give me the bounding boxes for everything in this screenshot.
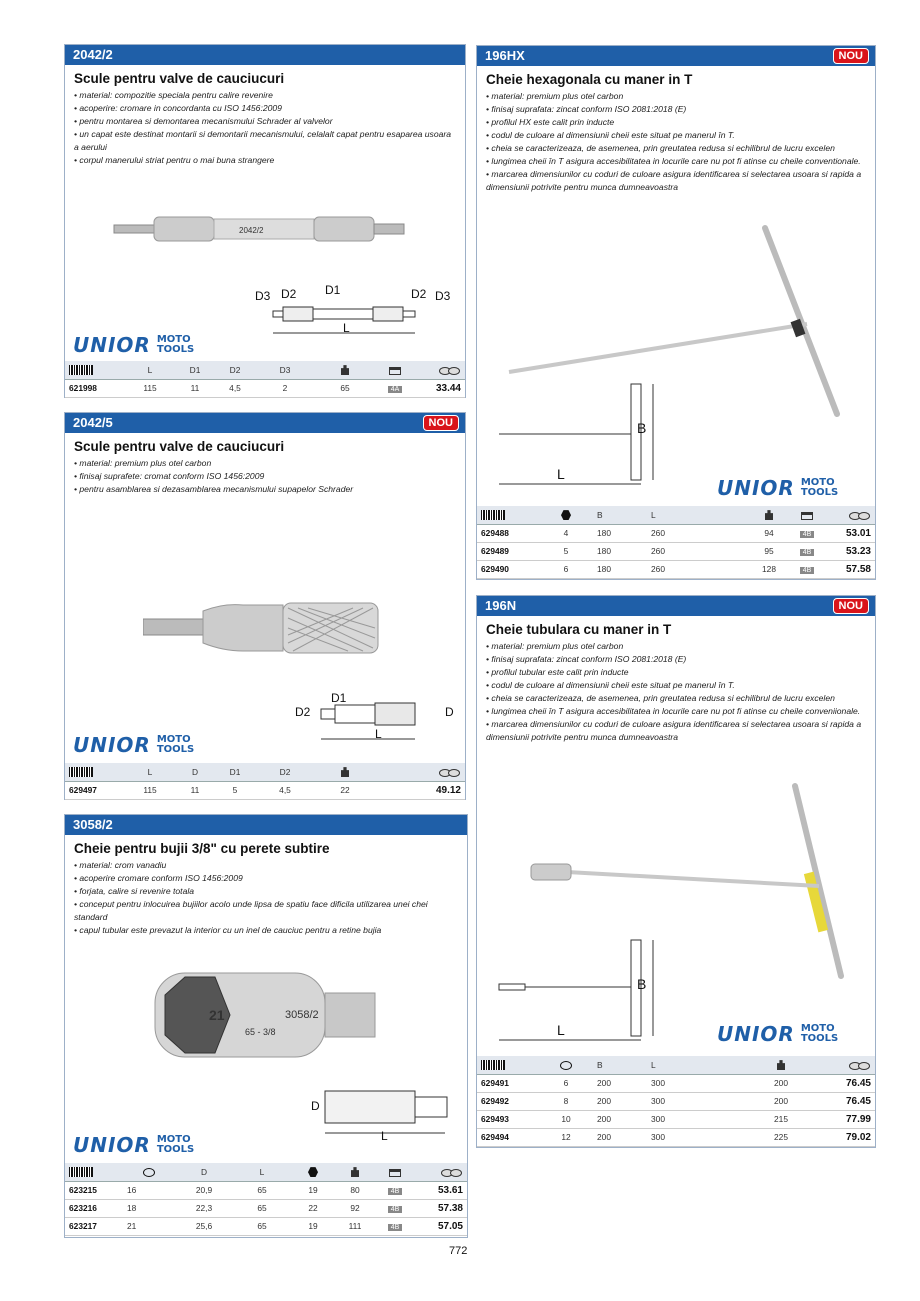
valve-tool-image (109, 205, 429, 255)
feature-item: • conceput pentru inlocuirea bujiilor acolo unde lipsa de spatiu face dificila utilizarea unei chei standard (74, 898, 459, 924)
package-badge: 4B (800, 567, 815, 574)
cell-value: 260 (647, 542, 751, 560)
cell-value: 11 (175, 379, 215, 397)
brand-sub: MOTO (800, 1023, 835, 1034)
brand-sub: MOTO (800, 477, 835, 488)
feature-item: • codul de culoare al dimensiunii cheii este situat pe manerul în T. (486, 129, 867, 142)
cell-value: 180 (593, 560, 647, 578)
product-title: Scule pentru valve de cauciucuri (74, 71, 285, 86)
product-code: 629490 (477, 560, 539, 578)
col-header: L (647, 506, 751, 524)
dim-label-d: D (311, 1099, 320, 1113)
table-row (65, 1181, 467, 1199)
cell-value: 200 (751, 1092, 811, 1110)
product-title: Cheie tubulara cu maner in T (486, 622, 672, 637)
price: 53.61 (415, 1181, 467, 1199)
feature-item: • un capat este destinat montarii si demontarii mecanismului, celalalt capat pentru esaparea usoara a aerului (74, 128, 457, 154)
col-header: D2 (255, 763, 315, 781)
unior-logo (717, 476, 838, 500)
col-header: D1 (215, 763, 255, 781)
col-header: L (125, 763, 175, 781)
price: 57.58 (827, 560, 875, 578)
dimension-drawing (255, 285, 460, 345)
feature-item: • acoperire cromare conform ISO 1456:2009 (74, 872, 459, 885)
dim-label-l: L (557, 1022, 565, 1038)
dimension-drawing (305, 1083, 455, 1143)
new-badge: NOU (833, 598, 869, 614)
col-header: D2 (215, 361, 255, 379)
weight-icon (351, 1167, 359, 1177)
product-table (477, 1056, 875, 1147)
product-title: Cheie hexagonala cu maner in T (486, 72, 693, 87)
price: 77.99 (811, 1110, 875, 1128)
product-code: 623215 (65, 1181, 123, 1199)
product-code: 629497 (65, 781, 125, 799)
table-row (477, 1128, 875, 1146)
dim-label-d: D (445, 705, 454, 719)
product-code: 629489 (477, 542, 539, 560)
cell-value: 4,5 (255, 781, 315, 799)
feature-item: • marcarea dimensiunilor cu coduri de culoare asigura identificarea si selectarea usoara si rapida a dimensiunii potrivite pentru munca dumneavoastra (486, 718, 867, 744)
product-card-3058-2 (64, 814, 468, 1238)
cell-value: 300 (647, 1092, 751, 1110)
new-badge: NOU (833, 48, 869, 64)
brand-sub: TOOLS (800, 1033, 839, 1044)
col-header: L (647, 1056, 751, 1074)
table-row (477, 1074, 875, 1092)
table-row (65, 781, 465, 799)
product-title: Cheie pentru bujii 3/8" cu perete subtire (74, 841, 330, 856)
package-badge: 4B (388, 1224, 403, 1231)
cell-value: 16 (123, 1181, 175, 1199)
barcode-icon (481, 1060, 505, 1070)
cell-value: 19 (291, 1217, 335, 1235)
unior-logo (73, 333, 194, 357)
brand-name: UNIOR (73, 1133, 151, 1157)
price-icon (849, 1060, 871, 1070)
hex-icon (561, 510, 571, 520)
dim-label-d2: D2 (295, 705, 311, 719)
cell-value: 260 (647, 560, 751, 578)
page-number: 772 (449, 1245, 468, 1257)
price: 53.23 (827, 542, 875, 560)
feature-list (74, 89, 457, 167)
price-icon (439, 365, 461, 375)
feature-item: • profilul HX este calit prin inducte (486, 116, 867, 129)
product-table (65, 763, 465, 800)
cell-value: 180 (593, 524, 647, 542)
product-code-header (477, 46, 875, 66)
feature-item: • pentru montarea si demontarea mecanismului Schrader al valvelor (74, 115, 457, 128)
product-code: 629494 (477, 1128, 539, 1146)
brand-sub: TOOLS (800, 487, 839, 498)
feature-item: • lungimea cheii în T asigura accesibilitatea in locurile care nu pot fi atinse cu cheile conveniionale. (486, 705, 867, 718)
cell-value: 200 (751, 1074, 811, 1092)
feature-item: • material: premium plus otel carbon (74, 457, 457, 470)
brand-name: UNIOR (717, 1022, 795, 1046)
brand-sub: TOOLS (156, 744, 195, 755)
price: 49.12 (375, 781, 465, 799)
hex-icon (308, 1167, 318, 1177)
cell-value: 200 (593, 1074, 647, 1092)
table-row (477, 524, 875, 542)
col-header: B (593, 1056, 647, 1074)
cell-value: 260 (647, 524, 751, 542)
price: 79.02 (811, 1128, 875, 1146)
cell-value: 2 (255, 379, 315, 397)
cell-value: 22 (315, 781, 375, 799)
product-code: 629488 (477, 524, 539, 542)
dim-label-d3: D3 (255, 289, 271, 303)
dim-label-d3: D3 (435, 289, 451, 303)
cell-value: 18 (123, 1199, 175, 1217)
feature-item: • material: premium plus otel carbon (486, 90, 867, 103)
cell-value: 6 (539, 560, 593, 578)
price: 57.38 (415, 1199, 467, 1217)
unior-logo (73, 1133, 194, 1157)
feature-item: • finisaj suprafata: zincat conform ISO 2081:2018 (E) (486, 103, 867, 116)
brand-sub: TOOLS (156, 1144, 195, 1155)
dim-label-b: B (637, 420, 647, 436)
brand-name: UNIOR (73, 733, 151, 757)
dim-label-b: B (637, 976, 647, 992)
product-code: 629492 (477, 1092, 539, 1110)
product-card-2042-5 (64, 412, 466, 800)
dim-label-d2: D2 (411, 287, 427, 301)
feature-item: • material: premium plus otel carbon (486, 640, 867, 653)
unior-logo (73, 733, 194, 757)
package-icon (389, 367, 401, 375)
cell-value: 300 (647, 1074, 751, 1092)
cell-value: 10 (539, 1110, 593, 1128)
feature-item: • cheia se caracterizeaza, de asemenea, prin greutatea redusa si echilibrul de lucru excelen (486, 692, 867, 705)
feature-item: • material: compozitie speciala pentru calire revenire (74, 89, 457, 102)
cell-value: 65 (233, 1217, 291, 1235)
package-badge: 4B (800, 531, 815, 538)
feature-item: • capul tubular este prevazut la interior cu un inel de cauciuc pentru a retine bujia (74, 924, 459, 937)
cell-value: 22 (291, 1199, 335, 1217)
table-row (477, 560, 875, 578)
engraving-spec: 65 - 3/8 (245, 1027, 276, 1037)
feature-list (486, 90, 867, 194)
price-icon (441, 1167, 463, 1177)
product-code: 623216 (65, 1199, 123, 1217)
feature-item: • pentru asamblarea si dezasamblarea mecanismului supapelor Schrader (74, 483, 457, 496)
dimension-drawing (491, 936, 661, 1046)
feature-item: • finisaj suprafete: cromat conform ISO 1456:2009 (74, 470, 457, 483)
feature-list (74, 859, 459, 937)
feature-list (486, 640, 867, 744)
dim-label-l: L (557, 466, 565, 482)
cell-value: 80 (335, 1181, 375, 1199)
col-header: D (175, 1163, 233, 1181)
cell-value: 111 (335, 1217, 375, 1235)
brand-sub: MOTO (156, 1134, 191, 1145)
package-badge: 4B (388, 1188, 403, 1195)
product-code: 629493 (477, 1110, 539, 1128)
weight-icon (341, 365, 349, 375)
col-header: D1 (175, 361, 215, 379)
cell-value: 4 (539, 524, 593, 542)
product-table (477, 506, 875, 579)
feature-item: • codul de culoare al dimensiunii cheii este situat pe manerul în T. (486, 679, 867, 692)
product-card-196n (476, 595, 876, 1148)
cell-value: 225 (751, 1128, 811, 1146)
cell-value: 115 (125, 379, 175, 397)
col-header: L (125, 361, 175, 379)
col-header: D (175, 763, 215, 781)
product-card-2042-2 (64, 44, 466, 398)
cell-value: 300 (647, 1110, 751, 1128)
feature-item: • cheia se caracterizeaza, de asemenea, prin greutatea redusa si echilibrul de lucru excelen (486, 142, 867, 155)
cell-value: 4,5 (215, 379, 255, 397)
product-title: Scule pentru valve de cauciucuri (74, 439, 285, 454)
price: 76.45 (811, 1092, 875, 1110)
engraving-text: 2042/2 (239, 226, 264, 235)
product-code: 196N (485, 598, 517, 613)
barcode-icon (69, 767, 93, 777)
cell-value: 22,3 (175, 1199, 233, 1217)
barcode-icon (69, 1167, 93, 1177)
unior-logo (717, 1022, 838, 1046)
spark-plug-socket-image (145, 965, 385, 1065)
cell-value: 6 (539, 1074, 593, 1092)
cell-value: 200 (593, 1110, 647, 1128)
brand-sub: TOOLS (156, 344, 195, 355)
engraving-name: 3058/2 (285, 1009, 319, 1021)
dimension-drawing (491, 380, 661, 490)
weight-icon (765, 510, 773, 520)
brand-name: UNIOR (717, 476, 795, 500)
weight-icon (777, 1060, 785, 1070)
product-table (65, 361, 465, 398)
cell-value: 215 (751, 1110, 811, 1128)
cell-value: 95 (751, 542, 787, 560)
feature-item: • profilul tubular este calit prin inducte (486, 666, 867, 679)
table-row (477, 1092, 875, 1110)
cell-value: 5 (215, 781, 255, 799)
table-row (477, 542, 875, 560)
cell-value: 5 (539, 542, 593, 560)
cell-value: 65 (233, 1199, 291, 1217)
product-code: 196HX (485, 48, 525, 63)
product-card-196hx (476, 45, 876, 580)
price: 53.01 (827, 524, 875, 542)
table-row (65, 379, 465, 397)
feature-item: • material: crom vanadiu (74, 859, 459, 872)
price-icon (439, 767, 461, 777)
cell-value: 21 (123, 1217, 175, 1235)
cell-value: 200 (593, 1128, 647, 1146)
barcode-icon (481, 510, 505, 520)
col-header: D3 (255, 361, 315, 379)
feature-item: • acoperire: cromare in concordanta cu ISO 1456:2009 (74, 102, 457, 115)
dim-label-l: L (375, 727, 382, 741)
product-code: 623217 (65, 1217, 123, 1235)
brand-sub: MOTO (156, 334, 191, 345)
cell-value: 25,6 (175, 1217, 233, 1235)
feature-item: • lungimea cheii în T asigura accesibilitatea in locurile care nu pot fi atinse cu cheile conventionale. (486, 155, 867, 168)
cell-value: 115 (125, 781, 175, 799)
table-row (65, 1217, 467, 1235)
socket-size-icon (143, 1168, 155, 1177)
dim-label-d1: D1 (331, 691, 347, 705)
product-code: 621998 (65, 379, 125, 397)
cell-value: 128 (751, 560, 787, 578)
table-row (477, 1110, 875, 1128)
feature-item: • finisaj suprafata: zincat conform ISO 2081:2018 (E) (486, 653, 867, 666)
cell-value: 19 (291, 1181, 335, 1199)
product-code: 2042/5 (73, 415, 113, 430)
package-icon (389, 1169, 401, 1177)
product-code-header: 3058/2 (65, 815, 467, 835)
package-badge: 4A (388, 386, 403, 393)
cell-value: 12 (539, 1128, 593, 1146)
product-code: 629491 (477, 1074, 539, 1092)
price: 76.45 (811, 1074, 875, 1092)
dim-label-d2: D2 (281, 287, 297, 301)
cell-value: 65 (315, 379, 375, 397)
cell-value: 20,9 (175, 1181, 233, 1199)
dim-label-l: L (343, 321, 350, 335)
feature-item: • marcarea dimensiunilor cu coduri de culoare asigura identificarea si selectarea usoara si rapida a dimensiunii potrivite pentru munca dumneavoastra (486, 168, 867, 194)
cell-value: 200 (593, 1092, 647, 1110)
dimension-drawing (295, 693, 465, 753)
dim-label-d1: D1 (325, 283, 341, 297)
package-badge: 4B (800, 549, 815, 556)
product-code-header: 2042/2 (65, 45, 465, 65)
price: 57.05 (415, 1217, 467, 1235)
dim-label-l: L (381, 1129, 388, 1143)
feature-item: • forjata, calire si revenire totala (74, 885, 459, 898)
valve-tool-image (143, 593, 383, 663)
cell-value: 180 (593, 542, 647, 560)
feature-item: • corpul manerului striat pentru o mai buna strangere (74, 154, 457, 167)
product-table (65, 1163, 467, 1236)
product-code-header (65, 413, 465, 433)
brand-sub: MOTO (156, 734, 191, 745)
socket-size-icon (560, 1061, 572, 1070)
package-badge: 4B (388, 1206, 403, 1213)
price-icon (849, 510, 871, 520)
cell-value: 300 (647, 1128, 751, 1146)
engraving-size: 21 (209, 1007, 225, 1023)
cell-value: 65 (233, 1181, 291, 1199)
cell-value: 92 (335, 1199, 375, 1217)
cell-value: 11 (175, 781, 215, 799)
col-header: L (233, 1163, 291, 1181)
price: 33.44 (415, 379, 465, 397)
col-header: B (593, 506, 647, 524)
weight-icon (341, 767, 349, 777)
cell-value: 94 (751, 524, 787, 542)
barcode-icon (69, 365, 93, 375)
table-row (65, 1199, 467, 1217)
new-badge: NOU (423, 415, 459, 431)
feature-list (74, 457, 457, 496)
cell-value: 8 (539, 1092, 593, 1110)
product-code-header (477, 596, 875, 616)
package-icon (801, 512, 813, 520)
brand-name: UNIOR (73, 333, 151, 357)
